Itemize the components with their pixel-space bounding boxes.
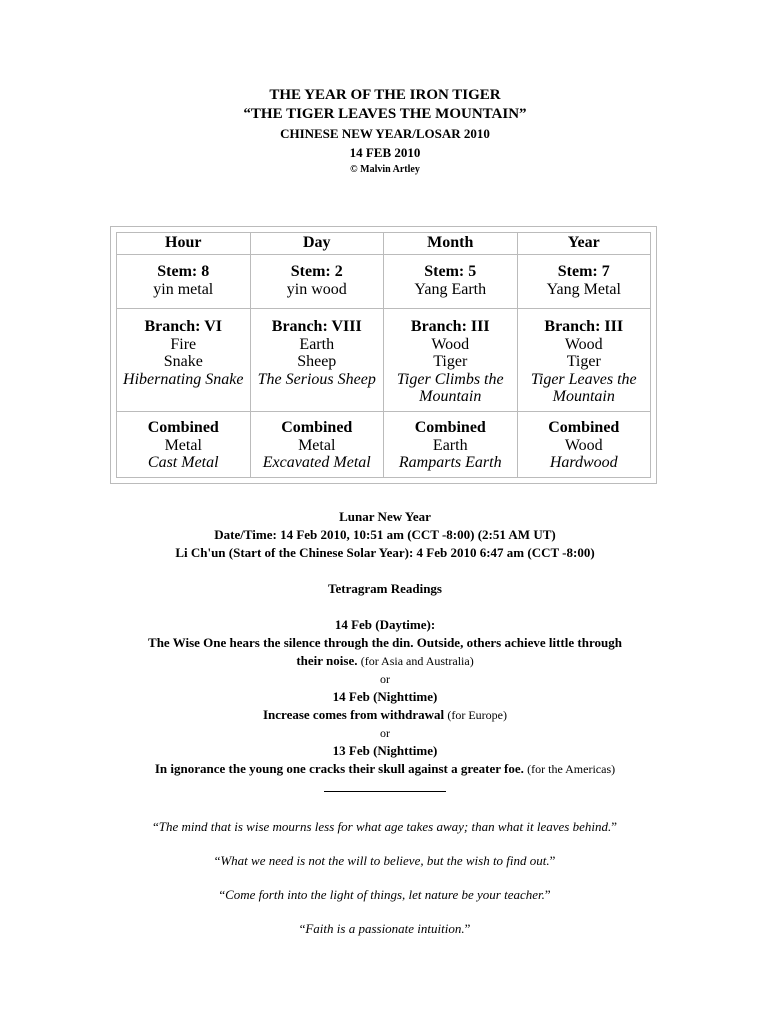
quote-text: What we need is not the will to believe, but the wish to find out. — [220, 853, 550, 868]
subtitle: CHINESE NEW YEAR/LOSAR 2010 — [280, 126, 490, 141]
combined-label: Combined — [548, 419, 620, 436]
quote: “Faith is a passionate intuition.” — [299, 921, 471, 936]
branch-label: Branch: III — [544, 318, 624, 335]
combined-element: Metal — [164, 436, 202, 454]
reading-3-text: In ignorance the young one cracks their skull against a greater foe. — [154, 761, 524, 776]
reading-2-date: 14 Feb (Nighttime) — [332, 689, 438, 704]
branch-description: Tiger Leaves the Mountain — [530, 370, 637, 405]
branch-element: Earth — [299, 335, 335, 353]
header-hour: Hour — [117, 233, 251, 255]
combined-cell-month — [384, 412, 518, 478]
stem-cell-month — [384, 255, 518, 309]
combined-element: Earth — [432, 436, 468, 454]
branch-animal: Sheep — [297, 353, 337, 370]
branch-description: The Serious Sheep — [257, 370, 376, 388]
reading-1-line-1: The Wise One hears the silence through the din. Outside, others achieve little through — [148, 635, 622, 650]
combined-description: Cast Metal — [147, 454, 219, 471]
branch-cell-hour — [117, 309, 251, 412]
reading-2-wrap — [0, 706, 770, 724]
branch-animal: Snake — [163, 353, 203, 370]
pillars-table — [116, 232, 651, 478]
combined-label: Combined — [281, 419, 353, 436]
stem-label: Stem: 8 — [157, 263, 210, 280]
branch-animal: Tiger — [433, 353, 468, 370]
combined-label: Combined — [147, 419, 219, 436]
branch-element: Wood — [564, 335, 603, 353]
horizontal-rule — [324, 791, 446, 792]
reading-3-wrap — [0, 760, 770, 778]
quote: “What we need is not the will to believe, but the wish to find out.” — [214, 853, 556, 868]
stem-cell-year — [517, 255, 651, 309]
branch-description: Tiger Climbs the Mountain — [396, 370, 504, 405]
header-day: Day — [250, 233, 384, 255]
title-line-2: “THE TIGER LEAVES THE MOUNTAIN” — [243, 106, 527, 122]
branch-animal: Tiger — [566, 353, 601, 370]
reading-2-text: Increase comes from withdrawal — [262, 707, 445, 722]
stem-label: Stem: 7 — [557, 263, 610, 280]
reading-1-line-2: their noise. — [296, 653, 358, 668]
branch-element: Fire — [170, 335, 197, 353]
lunar-title: Lunar New Year — [339, 509, 431, 524]
tetragram-title: Tetragram Readings — [328, 581, 442, 596]
table-header-row — [117, 233, 651, 255]
header-month: Month — [384, 233, 518, 255]
readings-section — [0, 508, 770, 792]
combined-element: Wood — [564, 436, 603, 454]
branch-description: Hibernating Snake — [123, 370, 244, 388]
stem-label: Stem: 5 — [424, 263, 477, 280]
or-separator: or — [380, 726, 390, 740]
stem-cell-hour — [117, 255, 251, 309]
branch-cell-year — [517, 309, 651, 412]
reading-1-note: (for Asia and Australia) — [360, 654, 474, 668]
copyright: © Malvin Artley — [350, 164, 420, 175]
stem-label: Stem: 2 — [290, 263, 343, 280]
branch-cell-day — [250, 309, 384, 412]
quote-text: Come forth into the light of things, let nature be your teacher. — [225, 887, 545, 902]
quote: “Come forth into the light of things, let nature be your teacher.” — [219, 887, 551, 902]
quote: “The mind that is wise mourns less for what age takes away; than what it leaves behind.” — [152, 819, 617, 834]
combined-cell-hour — [117, 412, 251, 478]
stem-row — [117, 255, 651, 309]
quote-text: Faith is a passionate intuition. — [305, 921, 465, 936]
date-line: 14 FEB 2010 — [349, 145, 421, 160]
stem-value: yin wood — [286, 280, 347, 298]
title-line-1: THE YEAR OF THE IRON TIGER — [269, 87, 501, 103]
pillars-table-frame — [110, 226, 657, 484]
branch-label: Branch: III — [410, 318, 490, 335]
reading-1-line-2-wrap — [0, 652, 770, 670]
reading-1-date: 14 Feb (Daytime): — [334, 617, 436, 632]
combined-element: Metal — [298, 436, 336, 454]
document-header — [0, 86, 770, 178]
combined-description: Excavated Metal — [262, 454, 371, 471]
branch-cell-month — [384, 309, 518, 412]
branch-row — [117, 309, 651, 412]
header-year: Year — [517, 233, 651, 255]
combined-cell-year — [517, 412, 651, 478]
stem-value: Yang Metal — [546, 280, 621, 298]
combined-description: Ramparts Earth — [398, 454, 502, 471]
lunar-datetime: Date/Time: 14 Feb 2010, 10:51 am (CCT -8:00) (2:51 AM UT) — [214, 527, 556, 542]
stem-value: Yang Earth — [414, 280, 487, 298]
combined-label: Combined — [414, 419, 486, 436]
stem-value: yin metal — [153, 280, 214, 298]
combined-cell-day — [250, 412, 384, 478]
quotes-section — [0, 818, 770, 954]
lichun-line: Li Ch'un (Start of the Chinese Solar Year): 4 Feb 2010 6:47 am (CCT -8:00) — [175, 545, 595, 560]
combined-description: Hardwood — [549, 454, 618, 471]
reading-3-note: (for the Americas) — [527, 762, 616, 776]
or-separator: or — [380, 672, 390, 686]
quote-text: The mind that is wise mourns less for what age takes away; than what it leaves behind. — [158, 819, 612, 834]
branch-label: Branch: VIII — [271, 318, 362, 335]
reading-2-note: (for Europe) — [447, 708, 507, 722]
reading-3-date: 13 Feb (Nighttime) — [332, 743, 438, 758]
combined-row — [117, 412, 651, 478]
stem-cell-day — [250, 255, 384, 309]
branch-element: Wood — [431, 335, 470, 353]
branch-label: Branch: VI — [144, 318, 222, 335]
